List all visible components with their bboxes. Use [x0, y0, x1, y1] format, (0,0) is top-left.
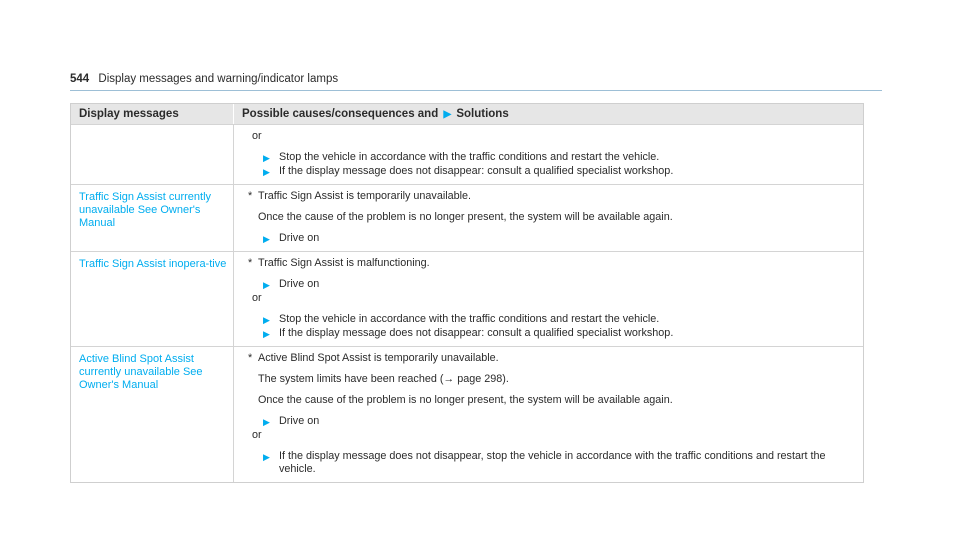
solutions-cell [234, 125, 863, 184]
line-text: Drive on [279, 278, 320, 290]
display-message-text: Traffic Sign Assist inopera-tive [71, 252, 234, 346]
text-line [248, 394, 855, 407]
display-message-text [71, 125, 234, 184]
asterisk-icon: * [248, 257, 253, 269]
header-divider [70, 90, 882, 91]
or-line [248, 130, 855, 143]
column-header-solutions [234, 104, 863, 124]
or-line [248, 292, 855, 305]
table-header-row [71, 104, 863, 124]
action-arrow-icon: ▶ [263, 315, 270, 325]
action-arrow-icon: ▶ [263, 167, 270, 177]
display-messages-table [70, 103, 864, 483]
table-body [71, 124, 863, 482]
text-line [248, 373, 855, 386]
cause-line [248, 352, 855, 365]
column-header-solutions-suffix: Solutions [456, 108, 509, 120]
line-text: Drive on [279, 415, 320, 427]
action-line [248, 151, 855, 164]
table-row [71, 251, 863, 346]
play-arrow-icon: ▶ [443, 109, 452, 120]
action-arrow-icon: ▶ [263, 417, 270, 427]
line-text: Active Blind Spot Assist is temporarily unavailable. [258, 352, 499, 364]
line-text: Once the cause of the problem is no longer present, the system will be available again. [258, 394, 673, 406]
action-arrow-icon: ▶ [263, 452, 270, 462]
page-number: 544 [70, 73, 90, 85]
line-text: Traffic Sign Assist is malfunctioning. [258, 257, 430, 269]
action-arrow-icon: ▶ [263, 280, 270, 290]
display-message-text: Active Blind Spot Assist currently unavailable See Owner's Manual [71, 347, 234, 482]
action-arrow-icon: ▶ [263, 234, 270, 244]
table-row [71, 124, 863, 184]
line-text: Traffic Sign Assist is temporarily unavailable. [258, 190, 472, 202]
line-text: Drive on [279, 232, 320, 244]
page-header [70, 73, 338, 85]
line-text: Stop the vehicle in accordance with the traffic conditions and restart the vehicle. [279, 313, 660, 325]
line-text: If the display message does not disappear, stop the vehicle in accordance with the traffic conditions and restart the vehicle. [279, 450, 826, 475]
line-text: Once the cause of the problem is no longer present, the system will be available again. [258, 211, 673, 223]
action-line [248, 232, 855, 245]
action-line [248, 165, 855, 178]
line-text: or [252, 292, 262, 304]
asterisk-icon: * [248, 352, 253, 364]
action-arrow-icon: ▶ [263, 153, 270, 163]
display-message-text: Traffic Sign Assist currently unavailable See Owner's Manual [71, 185, 234, 251]
action-line [248, 415, 855, 428]
line-text: If the display message does not disappear: consult a qualified specialist workshop. [279, 165, 674, 177]
line-text: Stop the vehicle in accordance with the traffic conditions and restart the vehicle. [279, 151, 660, 163]
asterisk-icon: * [248, 190, 253, 202]
solutions-cell [234, 252, 863, 346]
cause-line [248, 190, 855, 203]
action-line [248, 313, 855, 326]
column-header-display-messages: Display messages [71, 104, 234, 124]
action-arrow-icon: ▶ [263, 329, 270, 339]
solutions-cell [234, 185, 863, 251]
text-line [248, 211, 855, 224]
column-header-solutions-prefix: Possible causes/consequences and [242, 108, 439, 120]
or-line [248, 429, 855, 442]
table-row [71, 184, 863, 251]
action-line [248, 327, 855, 340]
line-text: The system limits have been reached (→ page 298). [258, 373, 509, 385]
solutions-cell [234, 347, 863, 482]
line-text: If the display message does not disappear: consult a qualified specialist workshop. [279, 327, 674, 339]
line-text: or [252, 130, 262, 142]
cause-line [248, 257, 855, 270]
line-text: or [252, 429, 262, 441]
table-row [71, 346, 863, 482]
action-line [248, 450, 855, 476]
action-line [248, 278, 855, 291]
page-header-title: Display messages and warning/indicator lamps [98, 73, 339, 85]
